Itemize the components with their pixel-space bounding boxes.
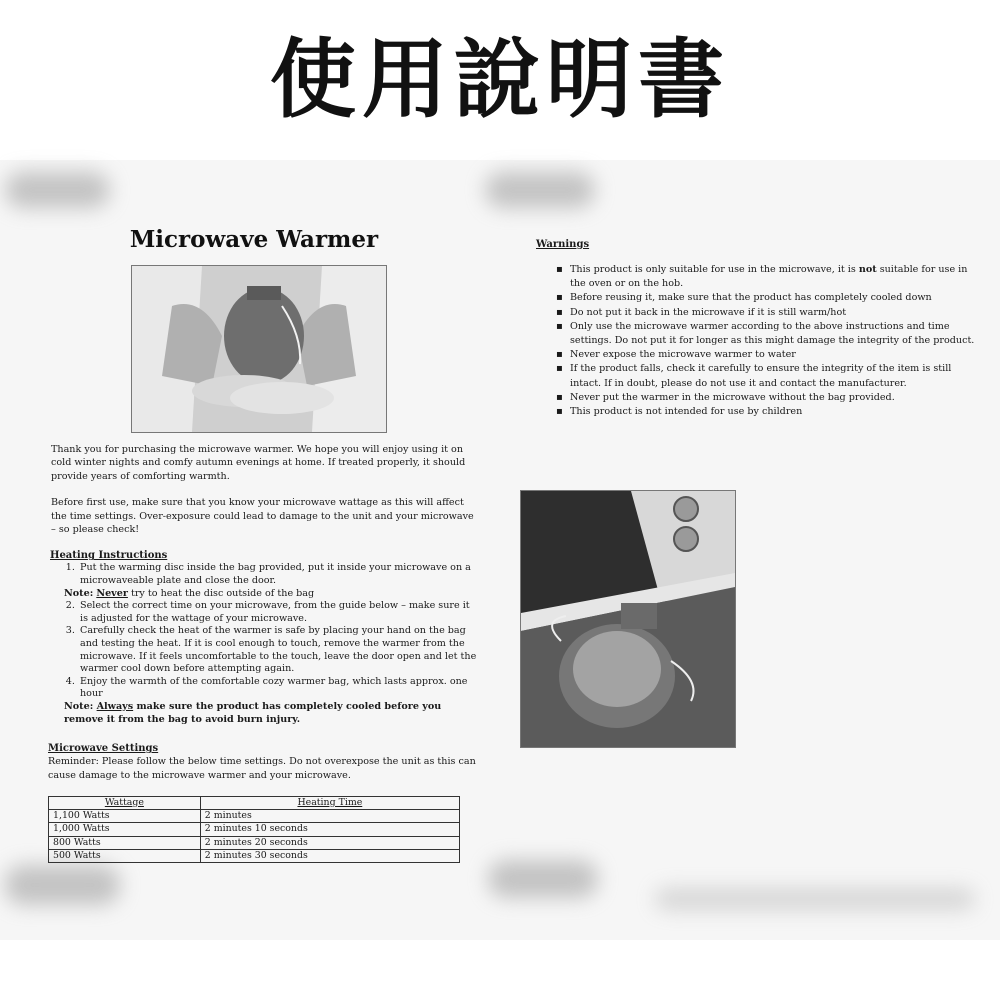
note-keyword: Always — [96, 700, 134, 712]
blurred-logo — [485, 172, 595, 208]
wattage-cell: 800 Watts — [49, 836, 201, 849]
blurred-footer-text — [655, 888, 975, 910]
heating-note-always — [44, 701, 478, 726]
note-label: Note: — [64, 587, 94, 599]
instructions-page — [30, 225, 478, 863]
heating-steps-list — [44, 600, 478, 701]
warmer-in-microwave-photo — [520, 490, 736, 748]
page-title: 使用說明書 — [270, 30, 730, 130]
note-keyword: Never — [96, 587, 128, 599]
warning-item — [570, 263, 985, 291]
heating-note-never — [44, 588, 478, 601]
warning-text: suitable for use in the oven or on the hob. — [570, 264, 968, 290]
blurred-logo — [488, 860, 598, 898]
heating-step: 1. Put the warming disc inside the bag provided, put it inside your microwave on a microwaveable plate and close the door. — [78, 562, 478, 587]
warnings-page — [530, 238, 985, 419]
note-label: Note: — [64, 700, 97, 712]
heating-step: 3. Carefully check the heat of the warmer is safe by placing your hand on the bag and testing the heat. If it is cool enough to touch, remove the warmer from the microwave. If it feels uncomfortable to the touch, leave the door open and let the warmer cool down before attempting again. — [78, 625, 478, 675]
document-title: Microwave Warmer — [129, 226, 379, 253]
table-row — [49, 849, 460, 862]
warning-text: This product is only suitable for use in the microwave, it is — [570, 264, 859, 275]
intro-paragraph: Thank you for purchasing the microwave warmer. We hope you will enjoy using it on cold winter nights and comfy autumn evenings at home. If treated properly, it should provide years of comforting warmth. — [51, 444, 466, 482]
warning-item: ▪ Do not put it back in the microwave if it is still warm/hot — [570, 306, 985, 320]
table-header-row — [49, 796, 460, 809]
heating-instructions-heading: Heating Instructions — [50, 550, 168, 562]
blurred-logo — [5, 172, 110, 208]
hands-holding-warmer-photo — [131, 265, 387, 433]
heating-step: 4. Enjoy the warmth of the comfortable cozy warmer bag, which lasts approx. one hour — [78, 676, 478, 701]
table-row — [49, 836, 460, 849]
heating-time-cell: 2 minutes 20 seconds — [200, 836, 459, 849]
heating-time-cell: 2 minutes 30 seconds — [200, 849, 459, 862]
warnings-heading: Warnings — [536, 239, 590, 250]
table-row — [49, 810, 460, 823]
warning-item: ▪ Never expose the microwave warmer to water — [570, 348, 985, 362]
blurred-logo — [5, 865, 120, 905]
heating-time-cell: 2 minutes — [200, 810, 459, 823]
note-text: try to heat the disc outside of the bag — [127, 587, 315, 599]
warnings-list — [530, 263, 985, 419]
heating-steps-list — [44, 562, 478, 587]
wattage-cell: 500 Watts — [49, 849, 201, 862]
note-text: make sure the product has completely cooled before you remove it from the bag to avoid burn injury. — [64, 700, 442, 725]
table-row — [49, 823, 460, 836]
warning-emphasis: not — [858, 264, 877, 275]
warning-item: ▪ If the product falls, check it carefully to ensure the integrity of the item is still intact. If in doubt, please do not use it and contact the manufacturer. — [570, 362, 985, 390]
column-header-heating-time: Heating Time — [200, 796, 459, 809]
reminder-paragraph: Reminder: Please follow the below time settings. Do not overexpose the unit as this can cause damage to the microwave warmer and your microwave. — [48, 756, 476, 781]
column-header-wattage: Wattage — [49, 796, 201, 809]
warning-item: ▪ Only use the microwave warmer according to the above instructions and time settings. Do not put it for longer as this might damage the integrity of the product. — [570, 320, 985, 348]
heating-step: 2. Select the correct time on your microwave, from the guide below – make sure it is adjusted for the wattage of your microwave. — [78, 600, 478, 625]
first-use-paragraph: Before first use, make sure that you know your microwave wattage as this will affect the time settings. Over-exposure could lead to damage to the unit and your microwave – so please check! — [51, 497, 474, 536]
wattage-cell: 1,000 Watts — [49, 823, 201, 836]
wattage-table — [48, 796, 460, 863]
warning-item: ▪ This product is not intended for use by children — [570, 405, 985, 419]
wattage-cell: 1,100 Watts — [49, 810, 201, 823]
microwave-settings-heading: Microwave Settings — [48, 743, 159, 755]
heating-time-cell: 2 minutes 10 seconds — [200, 823, 459, 836]
warning-item: ▪ Before reusing it, make sure that the product has completely cooled down — [570, 291, 985, 305]
warning-item: ▪ Never put the warmer in the microwave without the bag provided. — [570, 391, 985, 405]
